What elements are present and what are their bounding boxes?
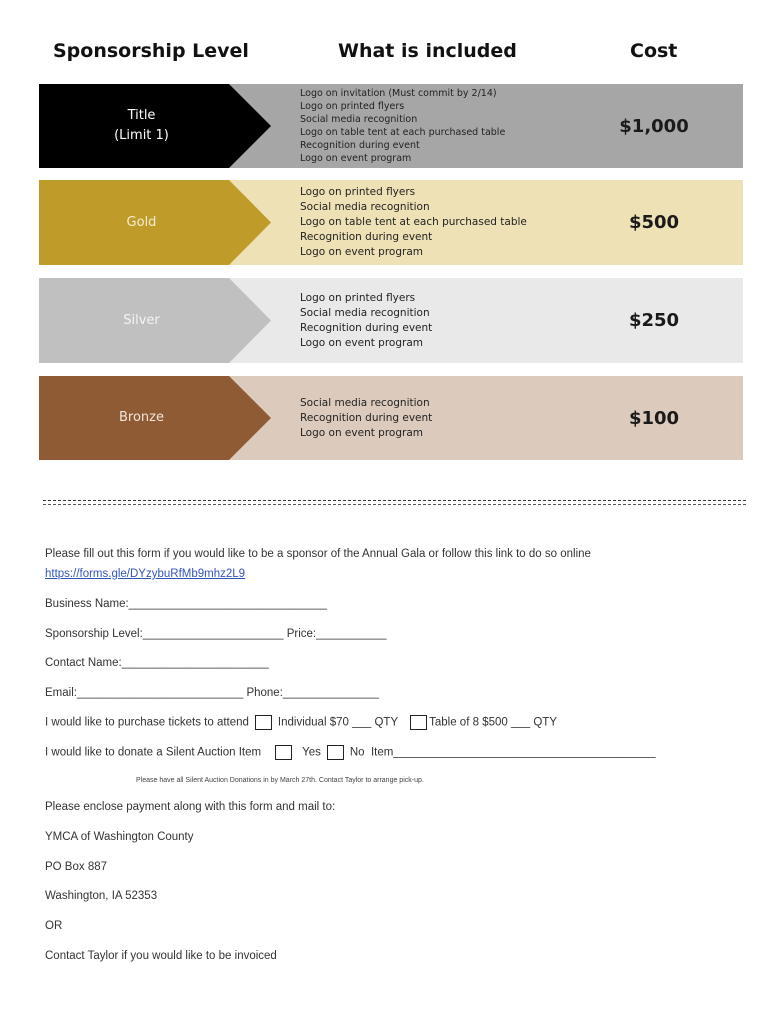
tier-silver-included [300,278,432,363]
or-text: OR [45,920,63,932]
tier-title-name [39,84,244,168]
cut-line-secondary [43,504,746,505]
header-what-included: What is included [338,40,517,62]
tier-bronze-item: Logo on event program [300,426,423,439]
header-sponsorship-level: Sponsorship Level [53,40,249,62]
tier-gold [39,180,743,265]
contact-name-field[interactable]: Contact Name:_______________________ [45,657,269,669]
table-checkbox[interactable] [410,715,427,730]
tier-gold-item: Social media recognition [300,201,430,213]
tier-title-name-line2: (Limit 1) [114,128,169,143]
donate-yes-label: Yes [302,746,321,759]
tier-silver-item: Logo on printed flyers [300,291,416,304]
tier-gold-item: Logo on table tent at each purchased table [300,216,527,228]
tier-gold-name-line1: Gold [126,214,157,230]
tier-title-item: Recognition during event [300,140,420,151]
address-line2: PO Box 887 [45,861,108,873]
tier-silver-cost: $250 [628,310,680,331]
tier-bronze-included [300,376,432,460]
tier-title-item: Logo on table tent at each purchased table [300,127,506,138]
tier-bronze-cost: $100 [628,407,680,429]
tier-title-item: Logo on invitation (Must commit by 2/14) [300,88,497,99]
tickets-row [45,715,557,730]
business-name-field[interactable]: Business Name:_______________________________ [45,598,327,610]
sponsorship-level-field[interactable]: Sponsorship Level:______________________ [45,628,284,640]
donate-yes-checkbox[interactable] [275,745,292,760]
sponsorship-level-row [45,628,386,640]
tier-title-item: Logo on printed flyers [300,101,405,112]
form-intro: Please fill out this form if you would like to be a sponsor of the Annual Gala or follow this link to do so online [45,548,591,560]
tier-silver-name [39,278,244,363]
tier-gold-cost: $500 [628,212,680,233]
tickets-label: I would like to purchase tickets to attend [45,716,249,729]
tier-silver [39,278,743,363]
enclose-payment-text: Please enclose payment along with this form and mail to: [45,801,336,813]
tier-bronze-item: Recognition during event [300,411,433,424]
form-link-row [45,568,245,580]
price-field[interactable]: Price:___________ [286,628,387,640]
cut-line [43,500,746,501]
tier-gold-item: Logo on printed flyers [300,186,416,198]
tier-title [39,84,743,168]
tier-title-item: Social media recognition [300,114,418,125]
tier-silver-item: Social media recognition [300,306,430,319]
individual-label: Individual $70 ___ QTY [277,716,399,729]
tier-title-name-line1: Title [127,108,156,123]
email-phone-row [45,687,379,699]
tier-silver-item: Recognition during event [300,321,433,334]
donate-no-label: No [349,746,365,759]
donate-label: I would like to donate a Silent Auction Item [45,746,262,759]
individual-checkbox[interactable] [255,715,272,730]
tier-title-item: Logo on event program [300,153,412,164]
donation-note: Please have all Silent Auction Donations in by March 27th. Contact Taylor to arrange pick-up. [136,777,424,784]
tier-bronze [39,376,743,460]
email-field[interactable]: Email:__________________________ [45,687,244,699]
tier-bronze-item: Social media recognition [300,396,430,409]
donate-no-checkbox[interactable] [327,745,344,760]
tier-bronze-name [39,376,244,460]
table-label: Table of 8 $500 ___ QTY [429,716,557,729]
tier-bronze-name-line1: Bronze [119,410,164,425]
tier-silver-name-line1: Silver [123,312,160,328]
tier-gold-included [300,180,527,265]
tier-title-cost: $1,000 [619,115,689,137]
address-line1: YMCA of Washington County [45,831,194,843]
tier-gold-item: Logo on event program [300,246,423,258]
invoice-text: Contact Taylor if you would like to be invoiced [45,950,277,962]
donate-row [45,745,656,760]
tier-silver-item: Logo on event program [300,336,423,349]
header-cost: Cost [630,40,678,62]
tier-gold-name [39,180,244,265]
item-field[interactable]: Item_________________________________________ [370,746,656,759]
tier-title-included [300,84,505,168]
online-form-link[interactable]: https://forms.gle/DYzybuRfMb9mhz2L9 [45,568,246,580]
address-line3: Washington, IA 52353 [45,890,158,902]
tier-gold-item: Recognition during event [300,231,433,243]
phone-field[interactable]: Phone:_______________ [246,687,379,699]
